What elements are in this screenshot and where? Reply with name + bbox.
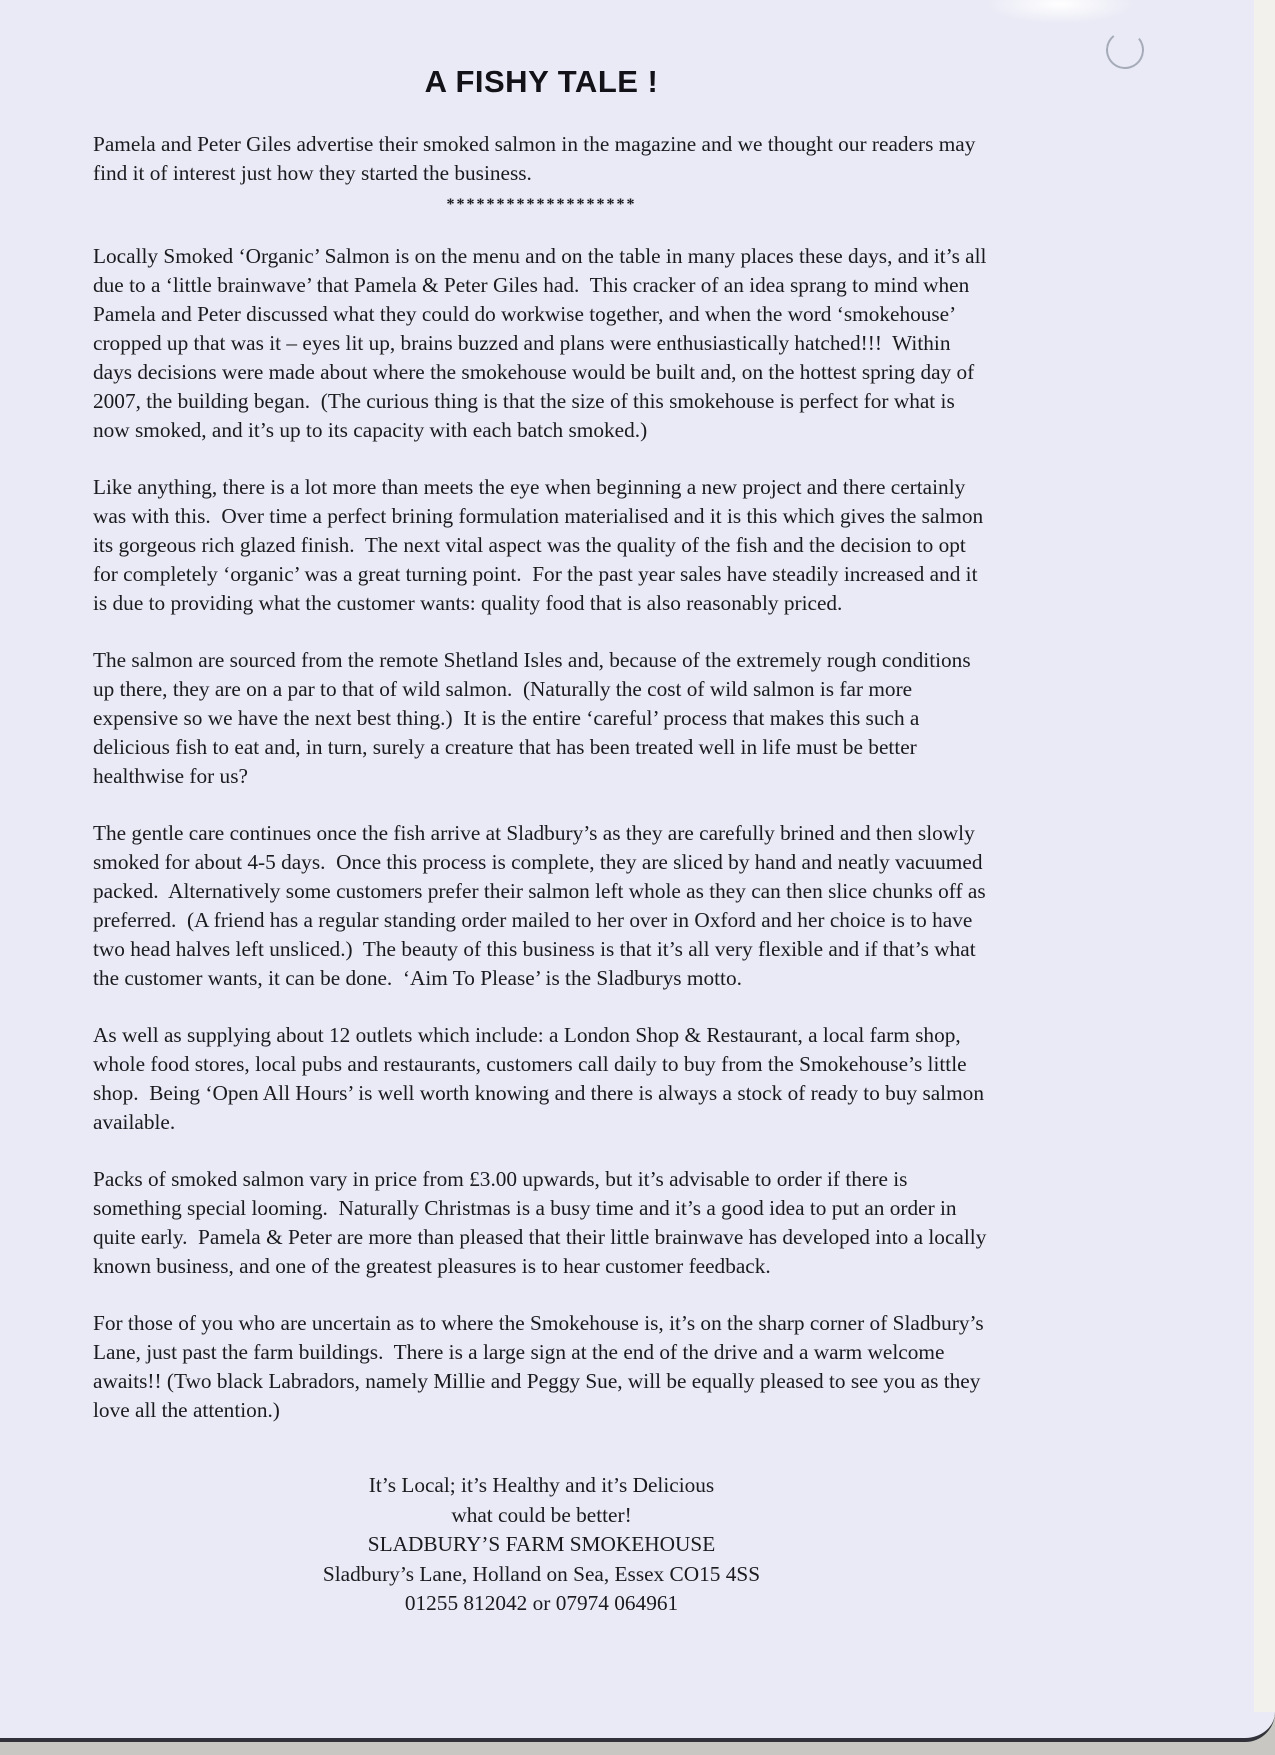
body-paragraph-4: The gentle care continues once the fish arrive at Sladbury’s as they are carefully brined and then slowly smoked for about 4-5 days. Once this process is complete, they are sliced by hand and neatly vacuumed packed. Alternatively some customers prefer their salmon left whole as they can then slice chunks off as preferred. (A friend has a regular standing order mailed to her over in Oxford and her choice is to have two head halves left unsliced.) The beauty of this business is that it’s all very flexible and if that’s what the customer wants, it can be done. ‘Aim To Please’ is the Sladburys motto. [93, 821, 991, 990]
footer-address: Sladbury’s Lane, Holland on Sea, Essex CO15 4SS [322, 1561, 761, 1586]
page-title: A FISHY TALE ! [424, 64, 659, 99]
body-paragraph-3: The salmon are sourced from the remote Shetland Isles and, because of the extremely rough conditions up there, they are on a par to that of wild salmon. (Naturally the cost of wild salmon is far more expensive so we have the next best thing.) It is the entire ‘careful’ process that makes this such a delicious fish to eat and, in turn, surely a creature that has been treated well in life must be better healthwise for us? [93, 648, 976, 788]
scan-edge-strip [1254, 0, 1275, 1712]
asterisk-divider: ******************* [446, 196, 637, 213]
footer-business-name: SLADBURY’S FARM SMOKEHOUSE [367, 1532, 716, 1556]
body-paragraph-5: As well as supplying about 12 outlets which include: a London Shop & Restaurant, a local farm shop, whole food stores, local pubs and restaurants, customers call daily to buy from the Smokehouse’s little shop. Being ‘Open All Hours’ is well worth knowing and there is always a stock of ready to buy salmon available. [93, 1023, 990, 1134]
article-content [93, 64, 990, 1619]
footer-phone-numbers: 01255 812042 or 07974 064961 [404, 1591, 679, 1615]
intro-paragraph: Pamela and Peter Giles advertise their smoked salmon in the magazine and we thought our readers may find it of interest just how they started the business. [93, 132, 981, 185]
footer-slogan-line: It’s Local; it’s Healthy and it’s Delicious [368, 1473, 715, 1497]
scan-light-artifact [985, 0, 1135, 24]
footer-slogan-line-2: what could be better! [451, 1502, 632, 1527]
body-paragraph-7: For those of you who are uncertain as to where the Smokehouse is, it’s on the sharp corner of Sladbury’s Lane, just past the farm buildings. There is a large sign at the end of the drive and a warm welcome awaits!! (Two black Labradors, namely Millie and Peggy Sue, will be equally pleased to see you as they love all the attention.) [93, 1311, 990, 1422]
body-paragraph-2: Like anything, there is a lot more than meets the eye when beginning a new project and there certainly was with this. Over time a perfect brining formulation materialised and it is this which gives the salmon its gorgeous rich glazed finish. The next vital aspect was the quality of the fish and the decision to opt for completely ‘organic’ was a great turning point. For the past year sales have steadily increased and it is due to providing what the customer wants: quality food that is also reasonably priced. [93, 475, 989, 615]
body-paragraph-1: Locally Smoked ‘Organic’ Salmon is on the menu and on the table in many places these days, and it’s all due to a ‘little brainwave’ that Pamela & Peter Giles had. This cracker of an idea sprang to mind when Pamela and Peter discussed what they could do workwise together, and when the word ‘smokehouse’ cropped up that was it – eyes lit up, brains buzzed and plans were enthusiastically hatched!!! Within days decisions were made about where the smokehouse would be built and, on the hottest spring day of 2007, the building began. (The curious thing is that the size of this smokehouse is perfect for what is now smoked, and it’s up to its capacity with each batch smoked.) [93, 244, 992, 442]
footer-block [93, 1471, 990, 1619]
body-paragraph-6: Packs of smoked salmon vary in price from £3.00 upwards, but it’s advisable to order if there is something special looming. Naturally Christmas is a busy time and it’s a good idea to put an order in quite early. Pamela & Peter are more than pleased that their little brainwave has developed into a locally known business, and one of the greatest pleasures is to hear customer feedback. [93, 1167, 992, 1278]
